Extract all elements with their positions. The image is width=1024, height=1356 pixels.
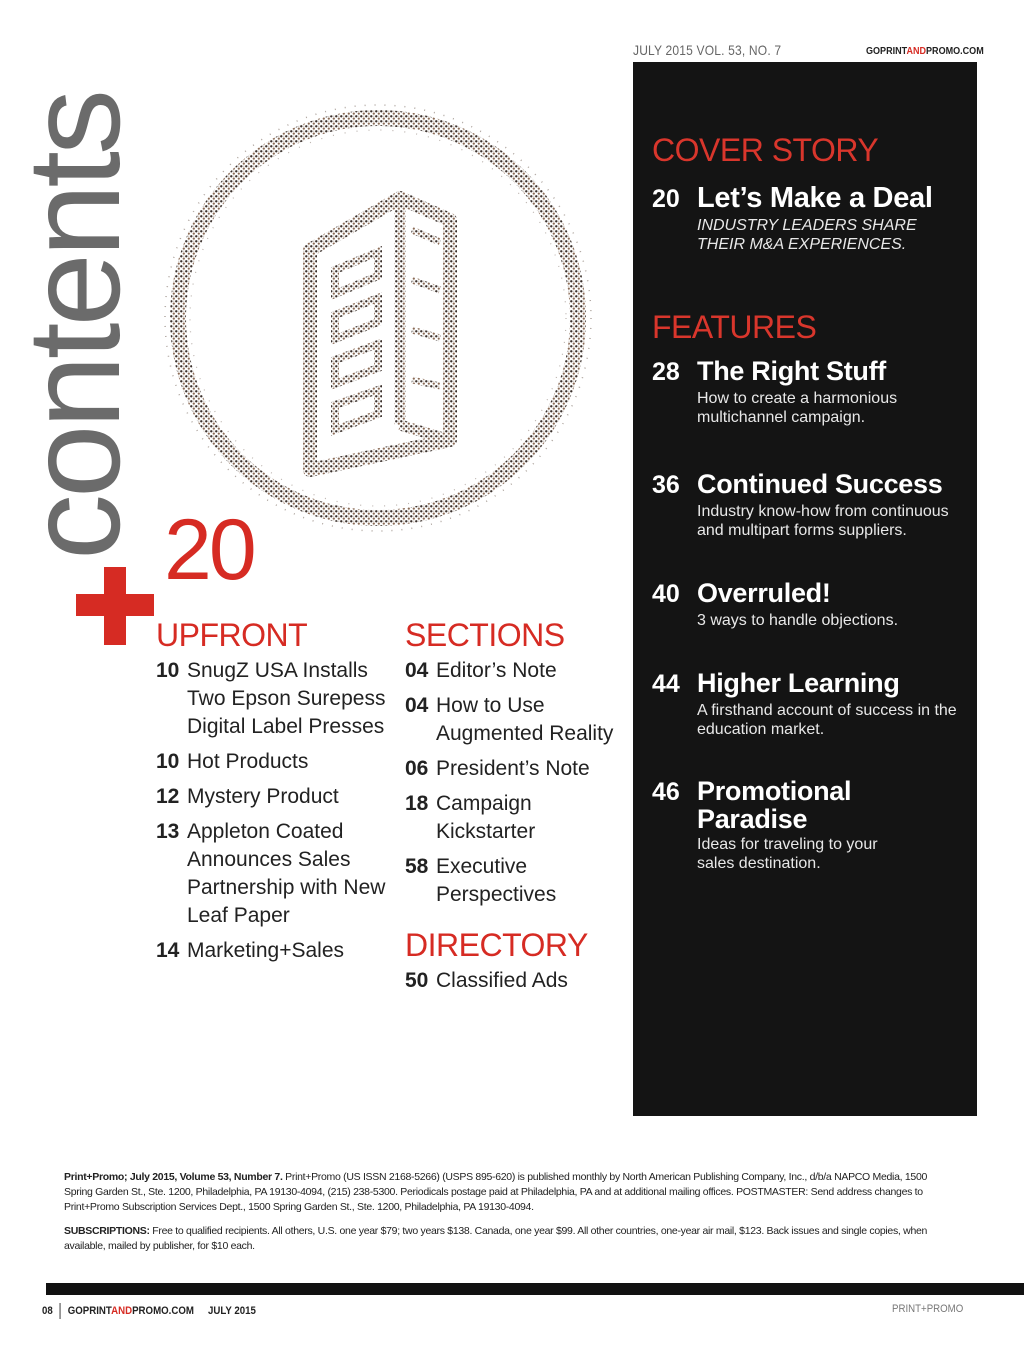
feature-item[interactable] — [652, 357, 972, 427]
list-item[interactable] — [405, 755, 630, 783]
list-item[interactable] — [156, 937, 386, 965]
upfront-heading: UPFRONT — [156, 617, 308, 653]
item-title: Hot Products — [187, 750, 309, 773]
item-page: 58 — [405, 855, 429, 878]
features-heading: FEATURES — [652, 309, 817, 345]
footer-magazine: PRINT+PROMO — [892, 1303, 964, 1315]
list-item[interactable] — [156, 783, 386, 811]
feature-desc: Ideas for traveling to your sales destination. — [697, 836, 878, 872]
item-title: Marketing+Sales — [187, 939, 344, 962]
cover-story-title: Let’s Make a Deal — [697, 182, 933, 214]
cover-story-dek: INDUSTRY LEADERS SHARE THEIR M&A EXPERIENCES. — [697, 217, 917, 253]
item-page: 50 — [405, 969, 429, 992]
list-item[interactable] — [405, 692, 630, 748]
cover-story-entry[interactable] — [652, 184, 972, 254]
feature-item[interactable] — [652, 669, 972, 739]
list-item[interactable] — [156, 818, 386, 930]
footer-website[interactable]: GOPRINTANDPROMO.COM — [67, 1305, 194, 1317]
footer-rule — [46, 1283, 1024, 1295]
footer-left — [42, 1303, 256, 1319]
item-page: 10 — [156, 659, 180, 682]
subscriptions-text: Free to qualified recipients. All others, U.S. one year $79; two years $138. Canada, one year $99. All other countries, one-year air mail, $123. Back issues and single copies, when available, mailed by publisher, for $10 each. — [64, 1225, 928, 1252]
feature-title: The Right Stuff — [697, 356, 886, 386]
feature-page: 40 — [652, 580, 680, 608]
feature-page: 44 — [652, 670, 680, 698]
item-title: President’s Note — [436, 757, 590, 780]
item-page: 06 — [405, 757, 429, 780]
contents-title-wrap — [0, 50, 147, 560]
feature-title: Higher Learning — [697, 668, 900, 698]
feature-desc: A firsthand account of success in the education market. — [697, 702, 957, 738]
feature-item[interactable] — [652, 470, 972, 540]
feature-title: Promotional Paradise — [697, 776, 852, 834]
item-title: Classified Ads — [436, 969, 568, 992]
feature-title: Continued Success — [697, 469, 943, 499]
directory-list — [405, 967, 630, 1002]
publication-lead: Print+Promo; July 2015, Volume 53, Number 7. — [64, 1171, 283, 1183]
feature-desc: Industry know-how from continuous and multipart forms suppliers. — [697, 503, 949, 539]
feature-page: 46 — [652, 778, 680, 806]
issue-line: JULY 2015 VOL. 53, NO. 7 — [633, 42, 782, 58]
crowd-illustration — [150, 80, 610, 550]
item-page: 14 — [156, 939, 180, 962]
upfront-list — [156, 657, 386, 972]
item-page: 12 — [156, 785, 180, 808]
list-item[interactable] — [405, 853, 630, 909]
subscriptions-lead: SUBSCRIPTIONS: — [64, 1225, 150, 1237]
contents-title: contents — [0, 93, 147, 560]
feature-desc: 3 ways to handle objections. — [697, 612, 899, 629]
footer-date: JULY 2015 — [208, 1305, 256, 1317]
footer-divider — [60, 1303, 61, 1319]
item-page: 13 — [156, 820, 180, 843]
item-title: Appleton Coated Announces Sales Partnership with New Leaf Paper — [187, 820, 386, 927]
list-item[interactable] — [405, 967, 630, 995]
publication-text: Print+Promo (US ISSN 2168-5266) (USPS 895-620) is published monthly by North American Publishing Company, Inc., d/b/a NAPCO Media, 1500 Spring Garden St., Ste. 1200, Philadelphia, PA 19130-4094, (215) 238-5300. Periodicals postage paid at Philadelphia, PA and at additional mailing offices. POSTMASTER: Send address changes to Print+Promo Subscription Services Dept., 1500 Spring Garden St., Ste. 1200, Philadelphia, PA 19130-4094. — [64, 1171, 928, 1213]
website-top[interactable]: GOPRINTANDPROMO.COM — [866, 45, 984, 57]
directory-heading: DIRECTORY — [405, 927, 588, 963]
item-title: How to Use Augmented Reality — [436, 694, 614, 745]
item-page: 04 — [405, 694, 429, 717]
cover-page-number: 20 — [164, 502, 254, 598]
item-title: Mystery Product — [187, 785, 339, 808]
item-page: 04 — [405, 659, 429, 682]
plus-sign-horizontal — [76, 594, 154, 616]
sections-list — [405, 657, 630, 916]
page-number: 08 — [42, 1305, 53, 1317]
item-page: 18 — [405, 792, 429, 815]
list-item[interactable] — [156, 657, 386, 741]
feature-page: 28 — [652, 358, 680, 386]
feature-title: Overruled! — [697, 578, 831, 608]
list-item[interactable] — [156, 748, 386, 776]
feature-item[interactable] — [652, 579, 972, 630]
sections-heading: SECTIONS — [405, 617, 565, 653]
item-title: SnugZ USA Installs Two Epson Surepess Digital Label Presses — [187, 659, 386, 738]
item-page: 10 — [156, 750, 180, 773]
publication-info — [64, 1170, 944, 1263]
item-title: Editor’s Note — [436, 659, 557, 682]
item-title: Campaign Kickstarter — [436, 792, 536, 843]
feature-page: 36 — [652, 471, 680, 499]
cover-story-heading: COVER STORY — [652, 132, 879, 168]
list-item[interactable] — [405, 790, 630, 846]
item-title: Executive Perspectives — [436, 855, 557, 906]
feature-item[interactable] — [652, 777, 972, 873]
list-item[interactable] — [405, 657, 630, 685]
cover-story-page: 20 — [652, 185, 680, 213]
feature-desc: How to create a harmonious multichannel campaign. — [697, 390, 898, 426]
